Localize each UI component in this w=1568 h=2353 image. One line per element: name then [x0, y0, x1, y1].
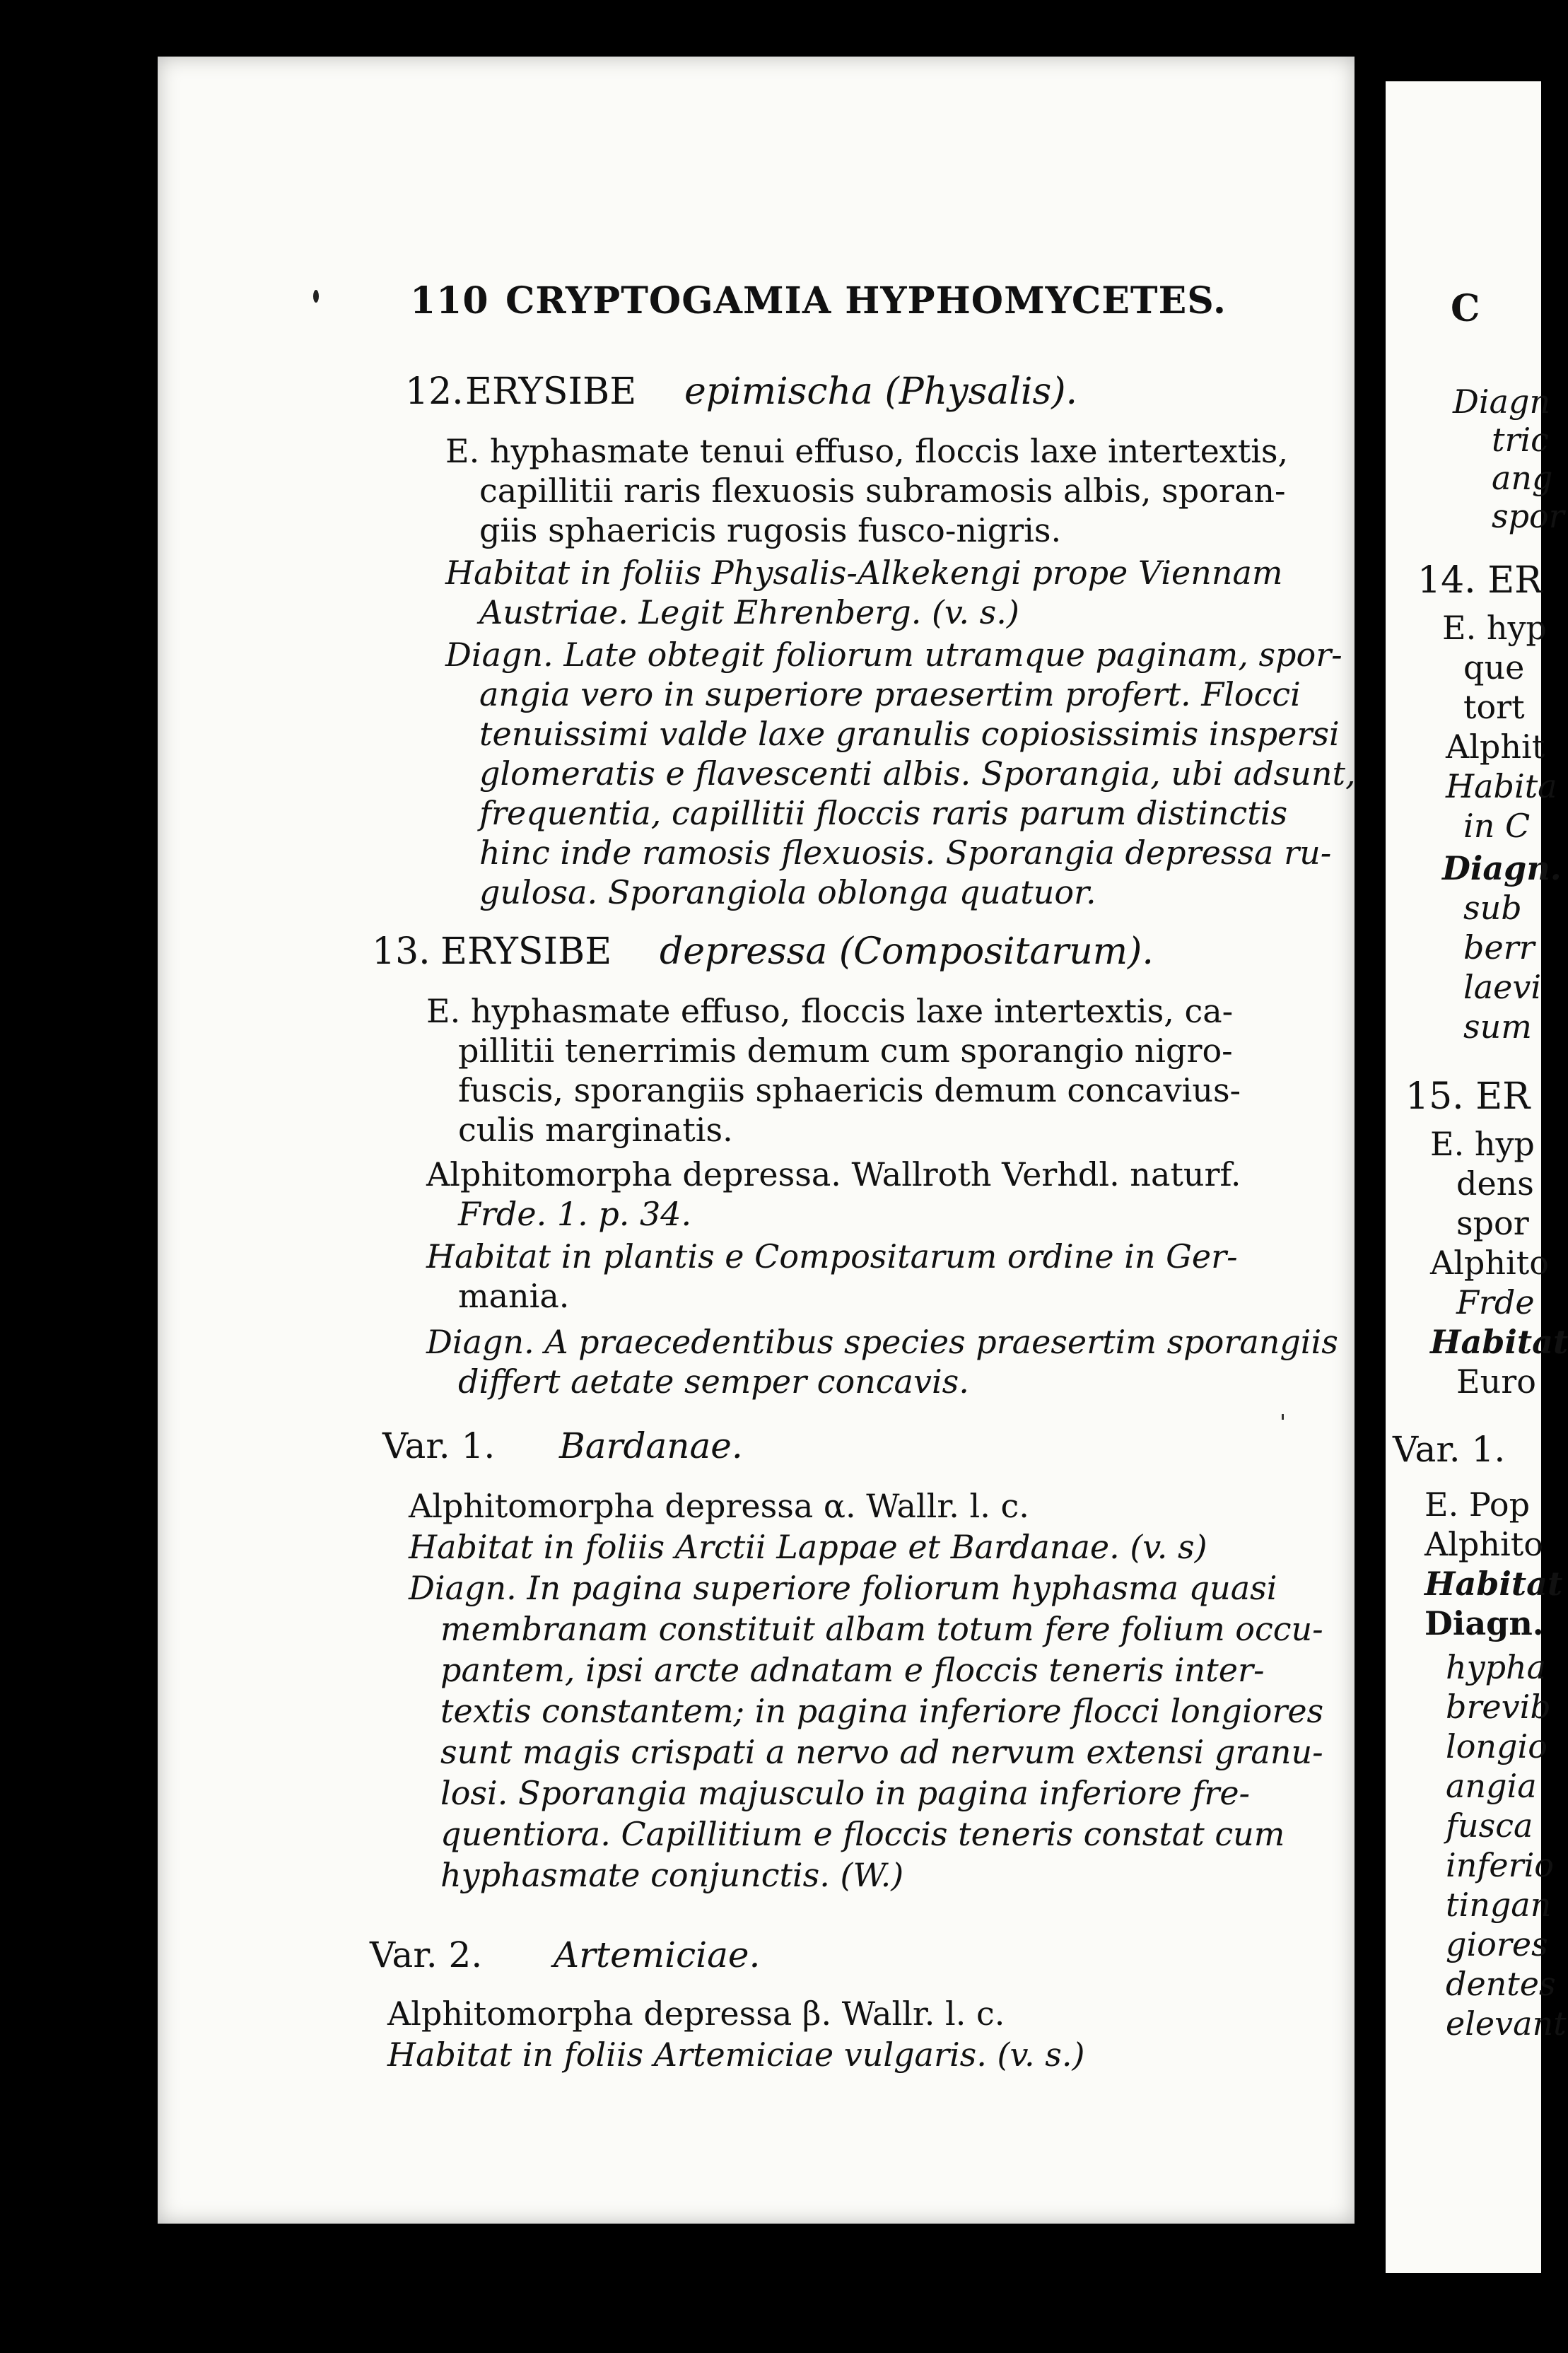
habitat-line: Habitat in foliis Arctii Lappae et Bardanae. (v. s) — [409, 1528, 1207, 1566]
diagnosis-line: losi. Sporangia majusculo in pagina inferiore fre- — [440, 1774, 1251, 1812]
facing-line: Euro — [1456, 1362, 1536, 1401]
habitat-line: mania. — [458, 1277, 570, 1315]
facing-line: Diagn — [1453, 383, 1551, 421]
facing-line: hypha — [1446, 1648, 1547, 1686]
diagnosis-line: hinc inde ramosis flexuosis. Sporangia depressa ru- — [479, 834, 1332, 872]
facing-line: E. hyp — [1430, 1125, 1535, 1163]
facing-line: Alphito — [1424, 1525, 1543, 1563]
variety-label: Var. 1. — [382, 1425, 496, 1466]
facing-line: E. Pop — [1424, 1485, 1531, 1524]
facing-line: tort — [1463, 688, 1525, 726]
variety-label: Var. 2. — [370, 1934, 483, 1975]
running-title: CRYPTOGAMIA HYPHOMYCETES. — [505, 279, 1227, 322]
habitat-line: Habitat in foliis Physalis-Alkekengi prope Viennam — [445, 554, 1283, 592]
facing-line: sum — [1463, 1008, 1532, 1046]
diagnosis-line: Diagn. A praecedentibus species praesertim sporangiis — [426, 1323, 1338, 1361]
diagnosis-line: sunt magis crispati a nervo ad nervum extensi granu- — [440, 1733, 1323, 1771]
facing-line: longio — [1446, 1727, 1547, 1765]
synonym-line: Alphitomorpha depressa. Wallroth Verhdl. naturf. — [426, 1155, 1241, 1193]
habitat-line: Austriae. Legit Ehrenberg. (v. s.) — [479, 593, 1019, 631]
facing-line: giores — [1446, 1925, 1548, 1963]
entry-number: 13. — [372, 930, 431, 973]
facing-line: Habita — [1446, 767, 1557, 805]
description-line: E. hyphasmate effuso, floccis laxe intertextis, ca- — [426, 992, 1234, 1030]
variety-name: Artemiciae. — [554, 1934, 761, 1975]
habitat-line: Habitat in plantis e Compositarum ordine in Ger- — [426, 1237, 1238, 1275]
facing-entry-heading: 15. ER — [1405, 1075, 1531, 1118]
diagnosis-line: frequentia, capillitii floccis raris parum distinctis — [479, 794, 1288, 832]
facing-line: E. hyp — [1442, 609, 1547, 647]
facing-line: Habitat — [1424, 1565, 1563, 1603]
facing-line: inferio — [1446, 1846, 1554, 1884]
facing-line: brevib — [1446, 1688, 1551, 1726]
facing-line: tingan — [1446, 1886, 1552, 1924]
description-line: capillitii raris flexuosis subramosis albis, sporan- — [479, 472, 1286, 510]
facing-line: tric — [1492, 421, 1549, 459]
synonym-line: Alphitomorpha depressa β. Wallr. l. c. — [387, 1995, 1005, 2033]
page-number: 110 — [410, 279, 489, 322]
facing-variety-heading: Var. 1. — [1393, 1429, 1506, 1470]
description-line: pillitii tenerrimis demum cum sporangio nigro- — [458, 1032, 1233, 1070]
description-line: giis sphaericis rugosis fusco-nigris. — [479, 511, 1062, 549]
facing-line: in C — [1463, 807, 1531, 845]
facing-entry-heading: 14. ER — [1417, 559, 1543, 602]
facing-page — [1386, 81, 1568, 2273]
variety-name: Bardanae. — [559, 1425, 743, 1466]
ink-speck — [313, 290, 319, 303]
facing-line: elevant — [1446, 2004, 1567, 2043]
facing-line: que — [1463, 648, 1525, 687]
facing-line: laevi — [1463, 968, 1542, 1006]
facing-header-fragment: C — [1451, 287, 1480, 330]
diagnosis-line: glomeratis e flavescenti albis. Sporangia, ubi adsunt, — [479, 754, 1356, 793]
entry-number: 12. — [405, 370, 464, 413]
facing-line: dens — [1456, 1164, 1534, 1203]
synonym-line: Alphitomorpha depressa α. Wallr. l. c. — [409, 1487, 1029, 1525]
habitat-line: Habitat in foliis Artemiciae vulgaris. (v. s.) — [387, 2036, 1085, 2074]
diagnosis-line: quentiora. Capillitium e floccis teneris constat cum — [440, 1815, 1285, 1853]
facing-line: ang — [1492, 459, 1553, 497]
genus-name: ERYSIBE — [465, 370, 637, 413]
diagnosis-line: gulosa. Sporangiola oblonga quatuor. — [479, 873, 1096, 911]
book-page — [158, 57, 1355, 2224]
facing-line: Diagn. — [1424, 1604, 1544, 1642]
facing-line: sub — [1463, 889, 1522, 927]
description-line: culis marginatis. — [458, 1111, 733, 1149]
diagnosis-line: pantem, ipsi arcte adnatam e floccis teneris inter- — [440, 1651, 1265, 1689]
diagnosis-line: membranam constituit albam totum fere folium occu- — [440, 1610, 1323, 1648]
diagnosis-line: Diagn. Late obtegit foliorum utramque paginam, spor- — [445, 636, 1342, 674]
facing-line: spor — [1456, 1204, 1529, 1242]
diagnosis-line: hyphasmate conjunctis. (W.) — [440, 1856, 904, 1894]
facing-line: fusca — [1446, 1806, 1533, 1845]
ink-speck — [1282, 1414, 1284, 1420]
species-name: epimischa (Physalis). — [684, 370, 1078, 413]
facing-line: angia — [1446, 1767, 1537, 1805]
synonym-line: Frde. 1. p. 34. — [458, 1195, 692, 1233]
description-line: fuscis, sporangiis sphaericis demum concavius- — [458, 1071, 1241, 1109]
facing-line: Habitat — [1430, 1323, 1568, 1361]
diagnosis-line: tenuissimi valde laxe granulis copiosissimis inspersi — [479, 715, 1340, 753]
facing-line: Diagn. — [1442, 849, 1562, 887]
facing-line: dentes — [1446, 1965, 1556, 2003]
facing-line: berr — [1463, 928, 1535, 967]
genus-name: ERYSIBE — [440, 930, 612, 973]
description-line: E. hyphasmate tenui effuso, floccis laxe intertextis, — [445, 432, 1289, 470]
facing-line: Alphit — [1446, 728, 1545, 766]
diagnosis-line: Diagn. In pagina superiore foliorum hyphasma quasi — [409, 1569, 1277, 1607]
diagnosis-line: angia vero in superiore praesertim profert. Flocci — [479, 675, 1301, 713]
diagnosis-line: differt aetate semper concavis. — [458, 1362, 969, 1401]
species-name: depressa (Compositarum). — [660, 930, 1154, 973]
facing-line: Alphito — [1430, 1244, 1549, 1282]
facing-line: Frde — [1456, 1283, 1535, 1321]
facing-line: spor — [1492, 497, 1564, 535]
diagnosis-line: textis constantem; in pagina inferiore flocci longiores — [440, 1692, 1324, 1730]
